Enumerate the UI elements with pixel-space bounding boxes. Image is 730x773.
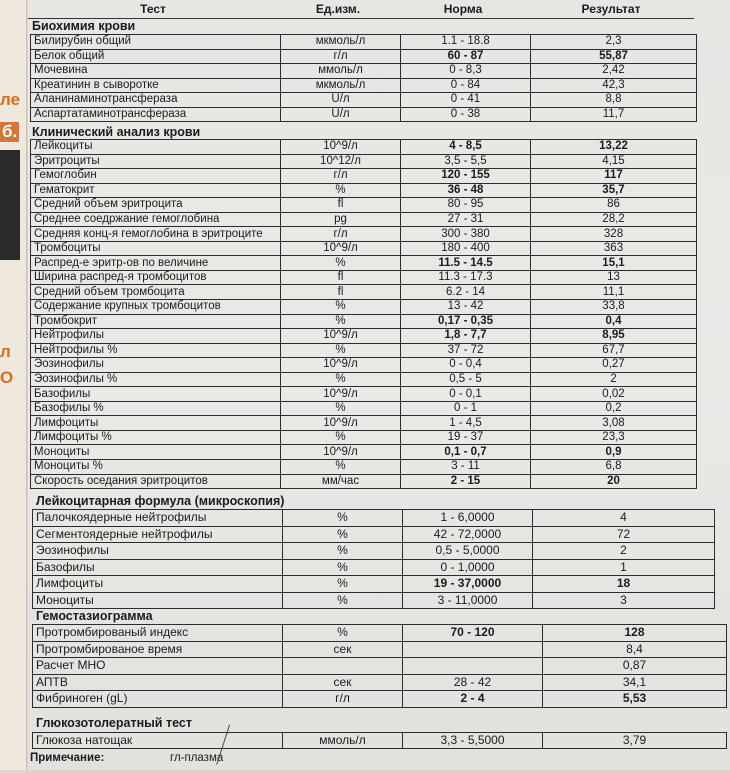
cell-norm: 13 - 42: [401, 300, 531, 315]
table-row: [31, 401, 697, 416]
table-row: [33, 559, 715, 576]
table-row: [31, 343, 697, 358]
cell-result: 2,42: [531, 64, 697, 79]
cell-norm: 2 - 4: [403, 691, 543, 708]
cell-result: 72: [533, 526, 715, 543]
cell-unit: %: [281, 183, 401, 198]
table-row: [31, 198, 697, 213]
header-norm: Норма: [443, 2, 483, 16]
cell-test: Содержание крупных тромбоцитов: [31, 300, 281, 315]
table-row: [33, 526, 715, 543]
cell-norm: 3 - 11: [401, 460, 531, 475]
cell-norm: 60 - 87: [401, 49, 531, 64]
cell-norm: 19 - 37,0000: [403, 576, 533, 593]
cell-test: Гемоглобин: [31, 169, 281, 184]
cell-unit: %: [281, 401, 401, 416]
cell-norm: 11.3 - 17.3: [401, 270, 531, 285]
cell-norm: [403, 641, 543, 658]
cell-result: 11,1: [531, 285, 697, 300]
cell-result: 13: [531, 270, 697, 285]
cell-result: 2: [533, 543, 715, 560]
table-row: [31, 140, 697, 155]
cell-test: Гематокрит: [31, 183, 281, 198]
cell-unit: 10^9/л: [281, 358, 401, 373]
cell-unit: 10^12/л: [281, 154, 401, 169]
table-row: [31, 49, 697, 64]
cell-result: 28,2: [531, 212, 697, 227]
cell-norm: 0 - 1: [401, 401, 531, 416]
table-row: [31, 460, 697, 475]
cell-test: Моноциты %: [31, 460, 281, 475]
cell-unit: сек: [283, 674, 403, 691]
cell-test: Среднее соедржание гемоглобина: [31, 212, 281, 227]
cell-unit: %: [283, 576, 403, 593]
cell-norm: 0 - 41: [401, 93, 531, 108]
cell-test: Глюкоза натощак: [33, 733, 283, 749]
cell-norm: 2 - 15: [401, 474, 531, 489]
cell-test: Сегментоядерные нейтрофилы: [33, 526, 283, 543]
table-row: [33, 658, 727, 675]
cell-unit: 10^9/л: [281, 416, 401, 431]
leuko-table: [32, 509, 715, 609]
cell-unit: 10^9/л: [281, 140, 401, 155]
cell-unit: fl: [281, 270, 401, 285]
cell-result: 6,8: [531, 460, 697, 475]
cell-result: 34,1: [543, 674, 727, 691]
cell-test: Тромбоциты: [31, 241, 281, 256]
table-row: [31, 474, 697, 489]
cell-result: 117: [531, 169, 697, 184]
cell-unit: мм/час: [281, 474, 401, 489]
cell-result: 1: [533, 559, 715, 576]
cell-test: Протромбированый индекс: [33, 625, 283, 642]
cell-unit: г/л: [283, 691, 403, 708]
cell-test: Эозинофилы %: [31, 372, 281, 387]
cell-norm: 0,5 - 5,0000: [403, 543, 533, 560]
cell-norm: 0 - 1,0000: [403, 559, 533, 576]
cell-test: Лимфоциты %: [31, 430, 281, 445]
cell-norm: 37 - 72: [401, 343, 531, 358]
cell-test: Билирубин общий: [31, 35, 281, 50]
cell-test: Эозинофилы: [31, 358, 281, 373]
table-row: [31, 270, 697, 285]
cell-unit: %: [283, 510, 403, 527]
cell-norm: 1 - 6,0000: [403, 510, 533, 527]
edge-text-4: О: [0, 368, 14, 387]
cell-norm: 4 - 8,5: [401, 140, 531, 155]
cell-norm: 11.5 - 14.5: [401, 256, 531, 271]
table-row: [31, 329, 697, 344]
cell-result: 8,8: [531, 93, 697, 108]
cell-result: 67,7: [531, 343, 697, 358]
edge-text-3: л: [0, 342, 11, 361]
cell-test: Ширина распред-я тромбоцитов: [31, 270, 281, 285]
cell-unit: ммоль/л: [281, 64, 401, 79]
cell-norm: 70 - 120: [403, 625, 543, 642]
table-row: [31, 241, 697, 256]
cell-norm: 3 - 11,0000: [403, 592, 533, 609]
glucose-table: [32, 732, 727, 749]
cell-test: Средний объем эритроцита: [31, 198, 281, 213]
cell-test: Аспартатаминотрансфераза: [31, 107, 281, 122]
cell-result: 363: [531, 241, 697, 256]
cell-unit: г/л: [281, 169, 401, 184]
cell-result: 2,3: [531, 35, 697, 50]
cell-result: 20: [531, 474, 697, 489]
cell-unit: мкмоль/л: [281, 78, 401, 93]
cell-test: Базофилы: [33, 559, 283, 576]
cell-result: 11,7: [531, 107, 697, 122]
table-row: [31, 64, 697, 79]
section-title-clinical: Клинический анализ крови: [32, 125, 201, 139]
cell-test: Нейтрофилы %: [31, 343, 281, 358]
table-row: [31, 445, 697, 460]
table-row: [31, 93, 697, 108]
cell-norm: 6.2 - 14: [401, 285, 531, 300]
table-row: [33, 510, 715, 527]
cell-test: Протромбированое время: [33, 641, 283, 658]
note-value: гл-плазма: [170, 752, 224, 764]
cell-norm: 1,8 - 7,7: [401, 329, 531, 344]
hemostasis-table: [32, 624, 727, 708]
cell-test: Мочевина: [31, 64, 281, 79]
cell-test: Лимфоциты: [33, 576, 283, 593]
cell-norm: 27 - 31: [401, 212, 531, 227]
cell-unit: U/л: [281, 107, 401, 122]
cell-test: Эозинофилы: [33, 543, 283, 560]
cell-unit: fl: [281, 285, 401, 300]
clinical-table: [30, 139, 697, 489]
cell-test: Моноциты: [31, 445, 281, 460]
edge-text-2: б.: [2, 122, 18, 141]
cell-unit: 10^9/л: [281, 445, 401, 460]
cell-norm: 80 - 95: [401, 198, 531, 213]
cell-unit: %: [283, 543, 403, 560]
table-row: [31, 285, 697, 300]
edge-dark-block: [0, 150, 20, 260]
table-row: [33, 733, 727, 749]
note-label: Примечание:: [30, 752, 105, 764]
cell-norm: 0 - 0,4: [401, 358, 531, 373]
cell-unit: 10^9/л: [281, 387, 401, 402]
cell-unit: %: [281, 343, 401, 358]
cell-norm: 3,5 - 5,5: [401, 154, 531, 169]
cell-result: 2: [531, 372, 697, 387]
cell-result: 0,9: [531, 445, 697, 460]
table-row: [33, 691, 727, 708]
cell-unit: сек: [283, 641, 403, 658]
cell-unit: %: [283, 592, 403, 609]
cell-test: Эритроциты: [31, 154, 281, 169]
table-row: [33, 625, 727, 642]
cell-unit: %: [281, 256, 401, 271]
cell-result: 5,53: [543, 691, 727, 708]
cell-unit: fl: [281, 198, 401, 213]
table-row: [31, 314, 697, 329]
table-row: [33, 543, 715, 560]
cell-norm: 0 - 38: [401, 107, 531, 122]
cell-norm: 0,17 - 0,35: [401, 314, 531, 329]
cell-test: Лимфоциты: [31, 416, 281, 431]
table-row: [31, 227, 697, 242]
cell-test: Белок общий: [31, 49, 281, 64]
cell-norm: 3,3 - 5,5000: [403, 733, 543, 749]
cell-norm: 28 - 42: [403, 674, 543, 691]
table-row: [31, 169, 697, 184]
cell-result: 0,02: [531, 387, 697, 402]
table-row: [33, 674, 727, 691]
table-row: [31, 35, 697, 50]
cell-test: Моноциты: [33, 592, 283, 609]
cell-unit: %: [281, 430, 401, 445]
edge-text-1: ле: [0, 90, 21, 109]
cell-result: 8,95: [531, 329, 697, 344]
table-row: [31, 387, 697, 402]
cell-test: Нейтрофилы: [31, 329, 281, 344]
table-row: [33, 641, 727, 658]
section-title-leuko: Лейкоцитарная формула (микроскопия): [36, 494, 285, 508]
cell-result: 8,4: [543, 641, 727, 658]
cell-result: 35,7: [531, 183, 697, 198]
cell-unit: %: [283, 625, 403, 642]
cell-norm: 0 - 84: [401, 78, 531, 93]
cell-test: Расчет МНО: [33, 658, 283, 675]
cell-unit: %: [281, 314, 401, 329]
header-test: Тест: [140, 2, 166, 16]
cell-result: 86: [531, 198, 697, 213]
cell-result: 4: [533, 510, 715, 527]
section-title-biochem: Биохимия крови: [32, 19, 136, 33]
cell-unit: %: [283, 526, 403, 543]
table-row: [31, 183, 697, 198]
cell-unit: U/л: [281, 93, 401, 108]
cell-unit: %: [283, 559, 403, 576]
cell-result: 3,08: [531, 416, 697, 431]
cell-result: 18: [533, 576, 715, 593]
cell-test: Фибриноген (gL): [33, 691, 283, 708]
cell-norm: 300 - 380: [401, 227, 531, 242]
header-result: Результат: [581, 2, 641, 16]
section-title-hemostasis: Гемостазиограмма: [36, 609, 153, 623]
cell-result: 13,22: [531, 140, 697, 155]
cell-norm: [403, 658, 543, 675]
table-row: [31, 256, 697, 271]
cell-norm: 0 - 0,1: [401, 387, 531, 402]
cell-norm: 19 - 37: [401, 430, 531, 445]
cell-unit: ммоль/л: [283, 733, 403, 749]
cell-norm: 0,5 - 5: [401, 372, 531, 387]
cell-unit: %: [281, 372, 401, 387]
cell-norm: 180 - 400: [401, 241, 531, 256]
cell-test: Тромбокрит: [31, 314, 281, 329]
cell-norm: 0,1 - 0,7: [401, 445, 531, 460]
cell-test: Базофилы: [31, 387, 281, 402]
cell-test: Палочкоядерные нейтрофилы: [33, 510, 283, 527]
cell-test: Креатинин в сыворотке: [31, 78, 281, 93]
table-row: [31, 78, 697, 93]
cell-norm: 0 - 8,3: [401, 64, 531, 79]
table-row: [31, 372, 697, 387]
cell-unit: 10^9/л: [281, 241, 401, 256]
cell-result: 3,79: [543, 733, 727, 749]
table-row: [33, 576, 715, 593]
cell-test: Базофилы %: [31, 401, 281, 416]
cell-result: 0,2: [531, 401, 697, 416]
cell-norm: 36 - 48: [401, 183, 531, 198]
header-unit: Ед.изм.: [315, 2, 361, 16]
biochem-table: [30, 34, 697, 122]
table-row: [31, 300, 697, 315]
cell-unit: %: [281, 460, 401, 475]
cell-unit: мкмоль/л: [281, 35, 401, 50]
cell-norm: 1 - 4,5: [401, 416, 531, 431]
cell-result: 42,3: [531, 78, 697, 93]
cell-norm: 42 - 72,0000: [403, 526, 533, 543]
table-row: [31, 358, 697, 373]
cell-norm: 120 - 155: [401, 169, 531, 184]
cell-result: 0,4: [531, 314, 697, 329]
cell-result: 15,1: [531, 256, 697, 271]
cell-result: 33,8: [531, 300, 697, 315]
cell-result: 328: [531, 227, 697, 242]
table-row: [31, 212, 697, 227]
cell-norm: 1.1 - 18.8: [401, 35, 531, 50]
table-row: [31, 430, 697, 445]
cell-test: Средний объем тромбоцита: [31, 285, 281, 300]
cell-unit: г/л: [281, 49, 401, 64]
cell-test: Скорость оседания эритроцитов: [31, 474, 281, 489]
cell-test: Распред-е эритр-ов по величине: [31, 256, 281, 271]
background-edge: [0, 0, 27, 770]
cell-result: 0,87: [543, 658, 727, 675]
table-row: [31, 416, 697, 431]
cell-unit: [283, 658, 403, 675]
cell-unit: г/л: [281, 227, 401, 242]
cell-unit: pg: [281, 212, 401, 227]
cell-test: Аланинаминотрансфераза: [31, 93, 281, 108]
table-row: [31, 107, 697, 122]
cell-test: АПТВ: [33, 674, 283, 691]
table-row: [33, 592, 715, 609]
cell-unit: %: [281, 300, 401, 315]
cell-result: 23,3: [531, 430, 697, 445]
table-header: [28, 0, 694, 19]
cell-unit: 10^9/л: [281, 329, 401, 344]
cell-result: 55,87: [531, 49, 697, 64]
cell-result: 3: [533, 592, 715, 609]
cell-test: Средняя конц-я гемоглобина в эритроците: [31, 227, 281, 242]
section-title-glucose: Глюкозотолератный тест: [36, 716, 192, 730]
cell-result: 0,27: [531, 358, 697, 373]
cell-result: 128: [543, 625, 727, 642]
table-row: [31, 154, 697, 169]
cell-test: Лейкоциты: [31, 140, 281, 155]
cell-result: 4,15: [531, 154, 697, 169]
